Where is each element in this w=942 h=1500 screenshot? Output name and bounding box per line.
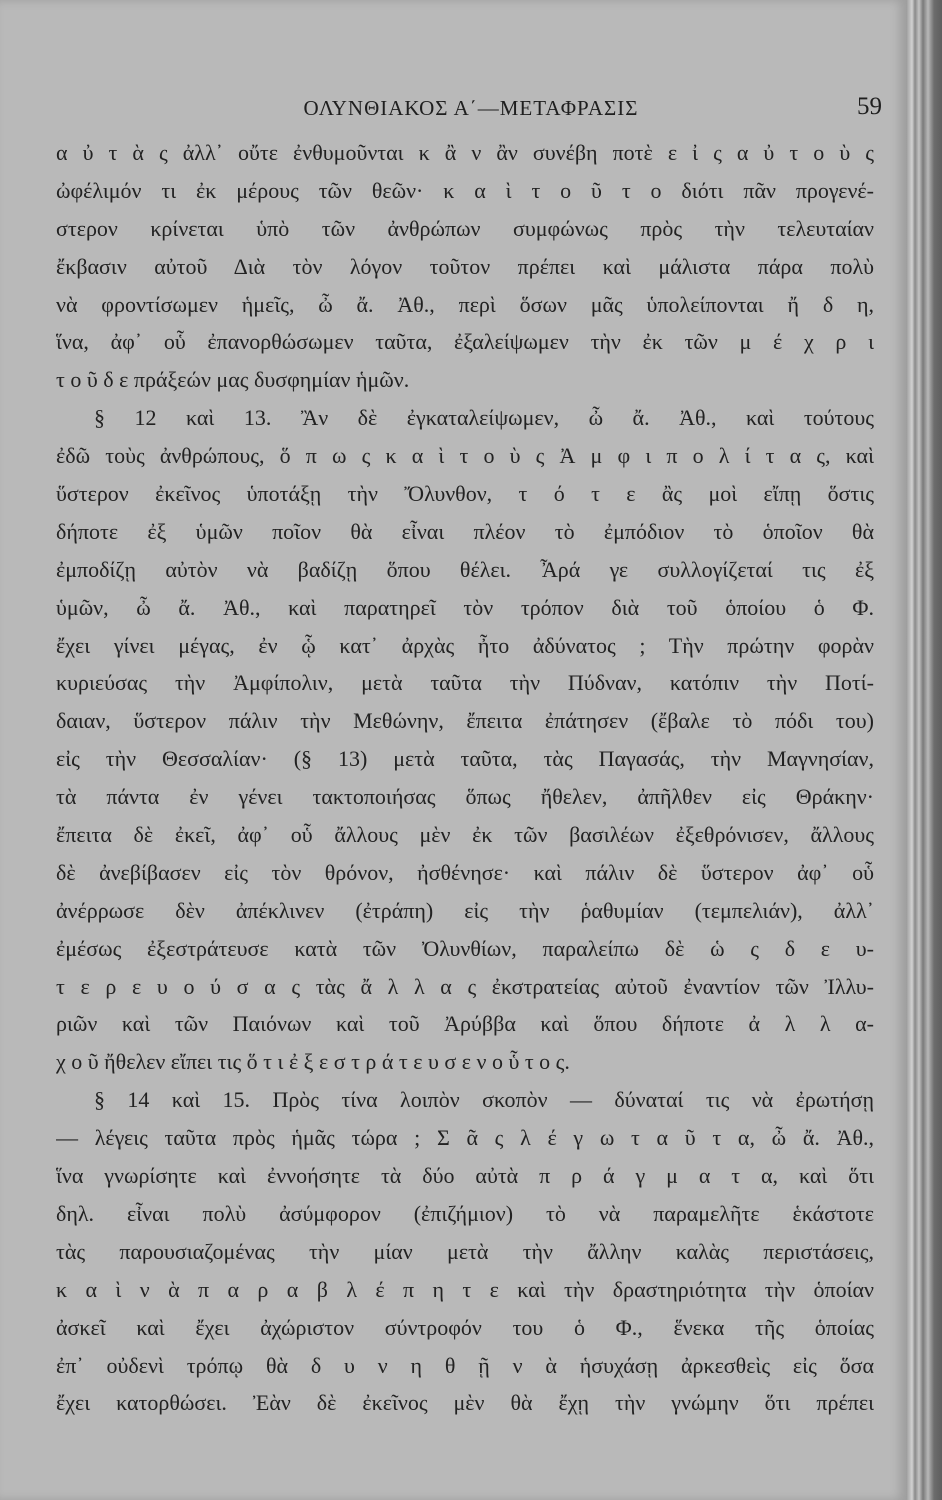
- text-line: ἵνα γνωρίσητε καὶ ἐννοήσητε τὰ δύο αὐτὰ π ρ ά γ μ α τ α, καὶ ὅτι: [56, 1163, 874, 1189]
- page-number: 59: [857, 93, 882, 120]
- text-line: ἀσκεῖ καὶ ἔχει ἀχώριστον σύντροφόν του ὁ Φ., ἕνεκα τῆς ὁποίας: [56, 1314, 874, 1340]
- text-line: τ ο ῦ δ ε πράξεών μας δυσφημίαν ἡμῶν.: [56, 367, 410, 393]
- text-line: ἔχει γίνει μέγας, ἐν ᾧ κατ᾽ ἀρχὰς ἦτο ἀδύνατος ; Τὴν πρώτην φορὰν: [56, 632, 874, 658]
- paragraph-start-line: § 14 καὶ 15. Πρὸς τίνα λοιπὸν σκοπὸν — δύναταί τις νὰ ἐρωτήσῃ: [94, 1087, 874, 1113]
- text-line: τ ε ρ ε υ ο ύ σ α ς τὰς ἄ λ λ α ς ἐκστρατείας αὐτοῦ ἐναντίον τῶν Ἰλλυ-: [56, 973, 874, 999]
- text-line: τὰς παρουσιαζομένας τὴν μίαν μετὰ τὴν ἄλλην καλὰς περιστάσεις,: [56, 1238, 874, 1264]
- text-line: ἐδῶ τοὺς ἀνθρώπους, ὅ π ω ς κ α ὶ τ ο ὺ ς Ἀ μ φ ι π ο λ ί τ α ς, καὶ: [56, 443, 874, 469]
- text-line: α ὐ τ ὰ ς ἀλλ᾽ οὔτε ἐνθυμοῦνται κ ἂ ν ἂν συνέβη ποτὲ ε ἰ ς α ὐ τ ο ὺ ς: [56, 140, 874, 165]
- text-line: δὲ ἀνεβίβασεν εἰς τὸν θρόνον, ἠσθένησε· καὶ πάλιν δὲ ὕστερον ἀφ᾽ οὗ: [56, 859, 874, 885]
- running-title: ΟΛΥΝΘΙΑΚΟΣ Α΄—ΜΕΤΑΦΡΑΣΙΣ: [303, 96, 639, 120]
- text-line: εἰς τὴν Θεσσαλίαν· (§ 13) μετὰ ταῦτα, τὰς Παγασάς, τὴν Μαγνησίαν,: [56, 746, 874, 772]
- text-line: δαιαν, ὕστερον πάλιν τὴν Μεθώνην, ἔπειτα ἐπάτησεν (ἔβαλε τὸ πόδι του): [56, 708, 874, 734]
- text-line: ἐμέσως ἐξεστράτευσε κατὰ τῶν Ὀλυνθίων, παραλείπω δὲ ὡ ς δ ε υ-: [56, 935, 874, 961]
- page-header: [60, 93, 882, 126]
- text-line: ἔπειτα δὲ ἐκεῖ, ἀφ᾽ οὗ ἄλλους μὲν ἐκ τῶν βασιλέων ἐξεθρόνισεν, ἄλλους: [56, 822, 874, 848]
- text-line: κ α ὶ ν ὰ π α ρ α β λ έ π η τ ε καὶ τὴν δραστηριότητα τὴν ὁποίαν: [56, 1276, 874, 1302]
- text-line: ὑμῶν, ὦ ἄ. Ἀθ., καὶ παρατηρεῖ τὸν τρόπον διὰ τοῦ ὁποίου ὁ Φ.: [56, 594, 874, 620]
- text-line: δηλ. εἶναι πολὺ ἀσύμφορον (ἐπιζήμιον) τὸ νὰ παραμελῆτε ἑκάστοτε: [56, 1200, 874, 1226]
- body-text: [56, 134, 874, 1422]
- page-stack-edge: [906, 0, 942, 1500]
- text-line: κυριεύσας τὴν Ἀμφίπολιν, μετὰ ταῦτα τὴν Πύδναν, κατόπιν τὴν Ποτί-: [56, 670, 874, 696]
- text-line: στερον κρίνεται ὑπὸ τῶν ἀνθρώπων συμφώνως πρὸς τὴν τελευταίαν: [56, 215, 874, 241]
- text-line: ἐμποδίζῃ αὐτὸν νὰ βαδίζῃ ὅπου θέλει. Ἆρά γε συλλογίζεταί τις ἐξ: [56, 556, 874, 582]
- text-line: — λέγεις ταῦτα πρὸς ἡμᾶς τώρα ; Σ ᾶ ς λ έ γ ω τ α ῦ τ α, ὦ ἄ. Ἀθ.,: [56, 1125, 874, 1151]
- text-line: ἀνέρρωσε δὲν ἀπέκλινεν (ἐτράπη) εἰς τὴν ῥαθυμίαν (τεμπελιάν), ἀλλ᾽: [56, 897, 874, 923]
- text-line: ὕστερον ἐκεῖνος ὑποτάξῃ τὴν Ὄλυνθον, τ ό τ ε ἂς μοὶ εἴπῃ ὅστις: [56, 481, 874, 507]
- text-line: δήποτε ἐξ ὑμῶν ποῖον θὰ εἶναι πλέον τὸ ἐμπόδιον τὸ ὁποῖον θὰ: [56, 518, 874, 544]
- text-line: τὰ πάντα ἐν γένει τακτοποιήσας ὅπως ἤθελεν, ἀπῆλθεν εἰς Θράκην·: [56, 784, 874, 810]
- text-line: νὰ φροντίσωμεν ἡμεῖς, ὦ ἄ. Ἀθ., περὶ ὅσων μᾶς ὑπολείπονται ἤ δ η,: [56, 291, 874, 317]
- text-line: ἔχει κατορθώσει. Ἐὰν δὲ ἐκεῖνος μὲν θὰ ἔχῃ τὴν γνώμην ὅτι πρέπει: [56, 1390, 874, 1416]
- paragraph-start-line: § 12 καὶ 13. Ἂν δὲ ἐγκαταλείψωμεν, ὦ ἄ. Ἀθ., καὶ τούτους: [94, 405, 874, 431]
- text-line: ριῶν καὶ τῶν Παιόνων καὶ τοῦ Ἀρύββα καὶ ὅπου δήποτε ἀ λ λ α-: [56, 1011, 874, 1037]
- text-line: ὠφέλιμόν τι ἐκ μέρους τῶν θεῶν· κ α ὶ τ ο ῦ τ ο διότι πᾶν προγενέ-: [56, 177, 874, 203]
- text-line: ἐπ᾽ οὐδενὶ τρόπῳ θὰ δ υ ν η θ ῇ ν ὰ ἡσυχάσῃ ἀρκεσθεὶς εἰς ὅσα: [56, 1352, 874, 1378]
- text-line: χ ο ῦ ἤθελεν εἴπει τις ὅ τ ι ἐ ξ ε σ τ ρ ά τ ε υ σ ε ν ο ὗ τ ο ς.: [56, 1049, 570, 1075]
- text-line: ἔκβασιν αὐτοῦ Διὰ τὸν λόγον τοῦτον πρέπει καὶ μάλιστα πάρα πολὺ: [56, 253, 874, 279]
- text-line: ἵνα, ἀφ᾽ οὗ ἐπανορθώσωμεν ταῦτα, ἐξαλείψωμεν τὴν ἐκ τῶν μ έ χ ρ ι: [56, 329, 874, 355]
